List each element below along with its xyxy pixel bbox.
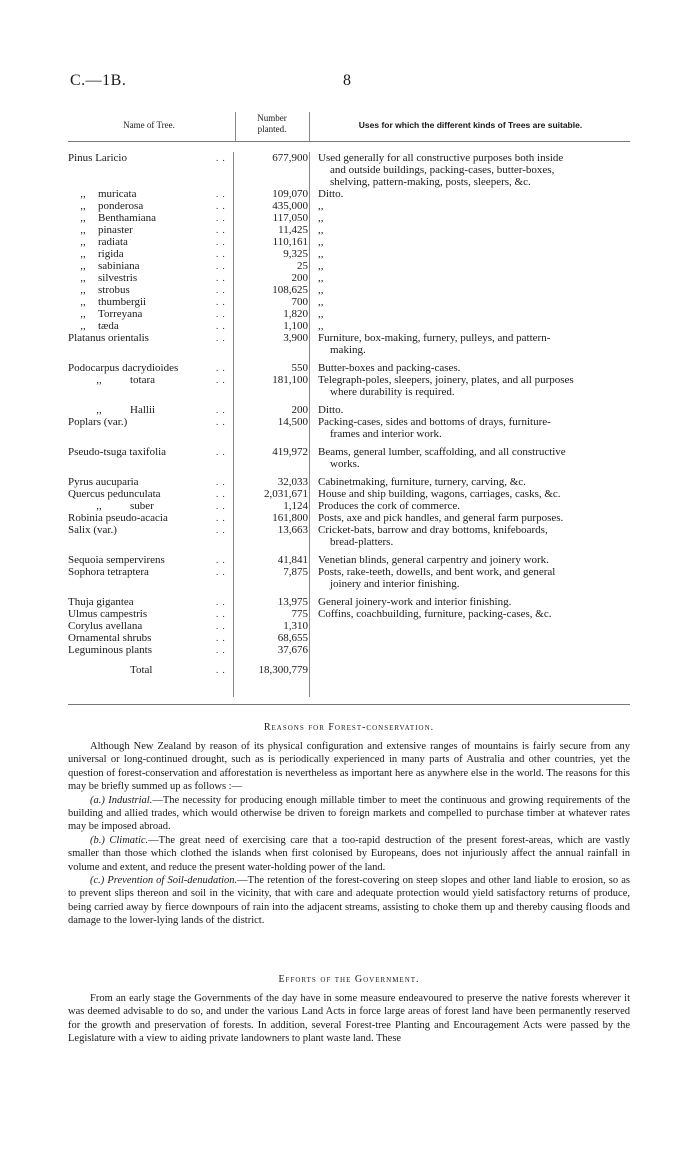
uses-line: Produces the cork of commerce. — [318, 500, 461, 512]
uses-cell — [310, 224, 630, 236]
table-row — [68, 620, 630, 632]
table-row — [68, 296, 630, 308]
table-row — [68, 446, 630, 470]
ditto-mark: ,, — [80, 212, 86, 224]
tree-name-cell — [68, 260, 230, 272]
tree-name-cell — [68, 476, 230, 488]
tree-name-cell — [68, 152, 230, 164]
soil-label: (c.) Prevention of Soil-denudation. — [90, 875, 238, 887]
uses-line: ,, — [318, 308, 324, 320]
number-planted-cell: 7,875 — [283, 566, 308, 578]
tree-name-cell — [68, 554, 230, 566]
soil-text: —The retention of the forest-covering on steep slopes and other land liable to erosion, so as to prevent slips thereon and soil in the vicinity, that with care and adequate protection would yield satisfactory returns of produce, being carried away by fierce downpours of rain into the adjacent streams, assisting to choke them up and thereby causing floods and damage to the lower-lying lands of the district. — [68, 875, 630, 927]
leader-dots: . . — [216, 597, 226, 607]
uses-cell — [310, 236, 630, 248]
tree-name: Pyrus aucuparia — [68, 476, 139, 488]
leader-dots: . . — [216, 249, 226, 259]
tree-name: Pseudo-tsuga taxifolia — [68, 446, 167, 458]
leader-dots: . . — [216, 153, 226, 163]
table-row — [68, 596, 630, 608]
tree-name: totara — [130, 374, 156, 386]
uses-line: ,, — [318, 272, 324, 284]
number-planted-cell: 775 — [291, 608, 308, 620]
number-planted-cell: 109,070 — [272, 188, 308, 200]
uses-cell — [310, 632, 630, 644]
table-row — [68, 404, 630, 416]
number-planted-cell: 13,663 — [277, 524, 308, 536]
table-row — [68, 260, 630, 272]
efforts-paragraph: From an early stage the Governments of the day have in some measure endeavoured to preserve the native forests wherever it was deemed advisable to do so, and under the various Land Acts in force large areas of forest land have been permanently reserved for the growth and preservation of forests. In addition, several Forest-tree Planting and Encouragement Acts were passed by the Legislature with a view to aiding private landowners to plant waste land. These — [68, 993, 630, 1045]
tree-name: tæda — [98, 320, 119, 332]
uses-line: Butter-boxes and packing-cases. — [318, 362, 461, 374]
leader-dots: . . — [216, 489, 226, 499]
uses-cell — [310, 284, 630, 296]
leader-dots: . . — [216, 501, 226, 511]
tree-name: ponderosa — [98, 200, 144, 212]
number-planted-cell: 200 — [291, 272, 308, 284]
tree-name: muricata — [98, 188, 137, 200]
uses-line: and outside buildings, packing-cases, butter-boxes, — [330, 164, 555, 176]
ditto-mark: ,, — [80, 272, 86, 284]
leader-dots: . . — [216, 609, 226, 619]
uses-cell — [310, 188, 630, 200]
uses-line: ,, — [318, 320, 324, 332]
number-planted-cell: 13,975 — [277, 596, 308, 608]
tree-name-cell — [68, 644, 230, 656]
tree-name: Ulmus campestris — [68, 608, 148, 620]
leader-dots: . . — [216, 621, 226, 631]
number-planted-cell: 161,800 — [272, 512, 308, 524]
uses-cell — [310, 476, 630, 488]
tree-name-cell — [68, 200, 230, 212]
table-row — [68, 512, 630, 524]
reasons-paragraph-climatic — [68, 834, 630, 874]
column-header-number-line2: planted. — [257, 124, 287, 134]
section-heading-efforts: Efforts of the Government. — [278, 974, 420, 985]
tree-name: Torreyana — [98, 308, 143, 320]
reasons-body — [68, 740, 630, 928]
uses-line: frames and interior work. — [330, 428, 442, 440]
leader-dots: . . — [216, 321, 226, 331]
number-planted-cell: 68,655 — [277, 632, 308, 644]
uses-cell — [310, 500, 630, 512]
uses-line: Beams, general lumber, scaffolding, and all constructive — [318, 446, 566, 458]
reasons-paragraph-industrial — [68, 794, 630, 834]
total-number: 18,300,779 — [258, 664, 308, 676]
ditto-mark: ,, — [80, 284, 86, 296]
uses-cell — [310, 152, 630, 188]
uses-line: ,, — [318, 248, 324, 260]
number-planted-cell: 25 — [297, 260, 308, 272]
ditto-mark: ,, — [80, 200, 86, 212]
leader-dots: . . — [216, 189, 226, 199]
document-reference: C.—1B. — [70, 72, 127, 89]
uses-line: ,, — [318, 284, 324, 296]
tree-name-cell — [68, 248, 230, 260]
uses-cell — [310, 212, 630, 224]
tree-name-cell — [68, 524, 230, 536]
leader-dots: . . — [216, 447, 226, 457]
uses-cell — [310, 308, 630, 320]
number-planted-cell: 700 — [291, 296, 308, 308]
uses-cell — [310, 248, 630, 260]
tree-name: sabiniana — [98, 260, 140, 272]
tree-name: Robinia pseudo-acacia — [68, 512, 168, 524]
tree-name: silvestris — [98, 272, 138, 284]
table-row — [68, 224, 630, 236]
tree-name-cell — [68, 362, 230, 374]
header-rule — [68, 141, 630, 142]
leader-dots: . . — [216, 225, 226, 235]
tree-name: suber — [130, 500, 154, 512]
uses-line: works. — [330, 458, 360, 470]
uses-line: Cabinetmaking, furniture, turnery, carving, &c. — [318, 476, 526, 488]
uses-line: Venetian blinds, general carpentry and joinery work. — [318, 554, 549, 566]
number-planted-cell: 117,050 — [272, 212, 308, 224]
uses-line: making. — [330, 344, 366, 356]
tree-name-cell — [68, 296, 230, 308]
tree-name-cell — [68, 596, 230, 608]
leader-dots: . . — [216, 633, 226, 643]
uses-cell — [310, 512, 630, 524]
ditto-mark: ,, — [80, 224, 86, 236]
uses-line: joinery and interior finishing. — [330, 578, 460, 590]
leader-dots: . . — [216, 333, 226, 343]
uses-line: ,, — [318, 260, 324, 272]
tree-name-cell — [68, 632, 230, 644]
table-row — [68, 362, 630, 374]
reasons-paragraph-soil — [68, 874, 630, 928]
climatic-text: —The great need of exercising care that a too-rapid destruction of the present forest-areas, which are vastly smaller than those which clothed the islands when first colonised by Europeans, does not injuriously affect the annual rainfall in volume and extent, and reduce the present water-holding power of the land. — [68, 834, 630, 873]
leader-dots: . . — [216, 201, 226, 211]
tree-name: Ornamental shrubs — [68, 632, 152, 644]
uses-cell — [310, 416, 630, 440]
table-row — [68, 476, 630, 488]
number-planted-cell: 200 — [291, 404, 308, 416]
number-planted-cell: 3,900 — [283, 332, 308, 344]
leader-dots: . . — [216, 237, 226, 247]
uses-cell — [310, 296, 630, 308]
table-row — [68, 248, 630, 260]
table-row — [68, 332, 630, 356]
tree-name: Salix (var.) — [68, 524, 117, 536]
table-row — [68, 320, 630, 332]
tree-name-cell — [68, 500, 230, 512]
number-planted-cell: 419,972 — [272, 446, 308, 458]
uses-line: Cricket-bats, barrow and dray bottoms, knifeboards, — [318, 524, 548, 536]
tree-name-cell — [68, 488, 230, 500]
uses-cell — [310, 200, 630, 212]
climatic-label: (b.) Climatic. — [90, 834, 149, 846]
ditto-mark: ,, — [80, 188, 86, 200]
industrial-label: (a.) Industrial. — [90, 794, 153, 806]
tree-name-cell — [68, 566, 230, 578]
number-planted-cell: 41,841 — [277, 554, 308, 566]
leader-dots: . . — [216, 261, 226, 271]
leader-dots: . . — [216, 417, 226, 427]
leader-dots: . . — [216, 567, 226, 577]
uses-cell — [310, 488, 630, 500]
uses-line: Packing-cases, sides and bottoms of drays, furniture- — [318, 416, 551, 428]
leader-dots: . . — [216, 477, 226, 487]
tree-name: Pinus Laricio — [68, 152, 127, 164]
number-planted-cell: 9,325 — [283, 248, 308, 260]
total-row — [68, 664, 630, 676]
leader-dots: . . — [216, 297, 226, 307]
column-header-number — [236, 113, 308, 135]
tree-name-cell — [68, 236, 230, 248]
table-row — [68, 500, 630, 512]
tree-name-cell — [68, 416, 230, 428]
table-row — [68, 152, 630, 188]
tree-name-cell — [68, 320, 230, 332]
uses-cell — [310, 374, 630, 398]
uses-line: ,, — [318, 224, 324, 236]
number-planted-cell: 1,820 — [283, 308, 308, 320]
number-planted-cell: 677,900 — [272, 152, 308, 164]
header-divider-1 — [235, 112, 236, 142]
page-number: 8 — [343, 72, 351, 89]
number-planted-cell: 14,500 — [277, 416, 308, 428]
leader-dots: . . — [216, 363, 226, 373]
tree-name-cell — [68, 272, 230, 284]
tree-name: radiata — [98, 236, 128, 248]
tree-table-body — [68, 152, 630, 676]
uses-line: Ditto. — [318, 404, 344, 416]
number-planted-cell: 32,033 — [277, 476, 308, 488]
uses-cell — [310, 644, 630, 656]
tree-name: Quercus pedunculata — [68, 488, 161, 500]
tree-name-cell — [68, 308, 230, 320]
number-planted-cell: 2,031,671 — [264, 488, 308, 500]
total-label: Total — [130, 664, 153, 676]
table-row — [68, 284, 630, 296]
tree-name: Sophora tetraptera — [68, 566, 149, 578]
uses-line: ,, — [318, 200, 324, 212]
tree-name-cell — [68, 512, 230, 524]
uses-cell — [310, 620, 630, 632]
ditto-mark: ,, — [80, 296, 86, 308]
leader-dots: . . — [216, 309, 226, 319]
number-planted-cell: 110,161 — [272, 236, 308, 248]
table-header — [68, 112, 630, 142]
leader-dots: . . — [216, 375, 226, 385]
number-planted-cell: 1,124 — [283, 500, 308, 512]
uses-line: Ditto. — [318, 188, 344, 200]
leader-dots: . . — [216, 513, 226, 523]
efforts-body — [68, 992, 630, 1046]
tree-name: Benthamiana — [98, 212, 157, 224]
uses-cell — [310, 272, 630, 284]
tree-name-cell — [68, 404, 230, 416]
table-row — [68, 200, 630, 212]
ditto-mark: ,, — [96, 404, 102, 416]
tree-name-cell — [68, 374, 230, 386]
number-planted-cell: 181,100 — [272, 374, 308, 386]
uses-cell — [310, 446, 630, 470]
number-planted-cell: 11,425 — [278, 224, 308, 236]
uses-line — [318, 644, 630, 656]
table-row — [68, 566, 630, 590]
table-row — [68, 488, 630, 500]
uses-cell — [310, 332, 630, 356]
uses-line: Telegraph-poles, sleepers, joinery, plates, and all purposes — [318, 374, 574, 386]
number-planted-cell: 1,100 — [283, 320, 308, 332]
tree-name-cell — [68, 620, 230, 632]
table-bottom-rule — [68, 704, 630, 705]
ditto-mark: ,, — [80, 308, 86, 320]
uses-line: ,, — [318, 236, 324, 248]
column-header-number-line1: Number — [257, 113, 287, 123]
reasons-intro-paragraph: Although New Zealand by reason of its physical configuration and extensive ranges of mountains is fairly secure from any universal or long-continued drought, such as is periodically experienced in many parts of Australia and other countries, yet the question of forest-conservation and afforestation is nevertheless as important here as anywhere else in the world. The reasons for this may be briefly summed up as follows :— — [68, 741, 630, 793]
tree-name: Thuja gigantea — [68, 596, 134, 608]
leader-dots: . . — [216, 665, 226, 675]
tree-name-cell — [68, 332, 230, 344]
uses-cell — [310, 320, 630, 332]
leader-dots: . . — [216, 273, 226, 283]
industrial-text: —The necessity for producing enough millable timber to meet the continuous and growing requirements of the building and allied trades, which would otherwise be driven to foreign markets and compelled to purchase timber at whatever rates may be imposed abroad. — [68, 794, 630, 833]
leader-dots: . . — [216, 555, 226, 565]
tree-name: Podocarpus dacrydioides — [68, 362, 179, 374]
uses-line: House and ship building, wagons, carriages, casks, &c. — [318, 488, 561, 500]
number-planted-cell: 550 — [291, 362, 308, 374]
table-row — [68, 554, 630, 566]
leader-dots: . . — [216, 285, 226, 295]
table-row — [68, 416, 630, 440]
uses-line: ,, — [318, 296, 324, 308]
uses-cell — [310, 596, 630, 608]
table-row — [68, 374, 630, 398]
total-label-cell — [68, 664, 230, 676]
ditto-mark: ,, — [80, 248, 86, 260]
uses-line: Used generally for all constructive purposes both inside — [318, 152, 564, 164]
header-divider-2 — [309, 112, 310, 142]
table-row — [68, 608, 630, 620]
ditto-mark: ,, — [96, 500, 102, 512]
ditto-mark: ,, — [80, 260, 86, 272]
uses-line: bread-platters. — [330, 536, 394, 548]
uses-line: General joinery-work and interior finishing. — [318, 596, 512, 608]
uses-cell — [310, 362, 630, 374]
uses-line: Posts, axe and pick handles, and general farm purposes. — [318, 512, 564, 524]
tree-name: thumbergii — [98, 296, 147, 308]
uses-cell — [310, 260, 630, 272]
leader-dots: . . — [216, 525, 226, 535]
uses-cell — [310, 524, 630, 548]
ditto-mark: ,, — [96, 374, 102, 386]
column-header-uses: Uses for which the different kinds of Trees are suitable. — [358, 120, 583, 130]
ditto-mark: ,, — [80, 236, 86, 248]
number-planted-cell: 435,000 — [272, 200, 308, 212]
leader-dots: . . — [216, 213, 226, 223]
tree-name: Poplars (var.) — [68, 416, 128, 428]
table-row — [68, 644, 630, 656]
table-row — [68, 188, 630, 200]
tree-name-cell — [68, 188, 230, 200]
table-row — [68, 632, 630, 644]
uses-line: where durability is required. — [330, 386, 455, 398]
uses-line: shelving, pattern-making, posts, sleepers, &c. — [330, 176, 531, 188]
section-heading-reasons: Reasons for Forest-conservation. — [263, 722, 435, 733]
tree-name-cell — [68, 284, 230, 296]
uses-line: Furniture, box-making, furnery, pulleys, and pattern- — [318, 332, 551, 344]
leader-dots: . . — [216, 645, 226, 655]
table-row — [68, 272, 630, 284]
table-row — [68, 524, 630, 548]
uses-line — [318, 632, 630, 644]
table-row — [68, 236, 630, 248]
number-planted-cell: 108,625 — [272, 284, 308, 296]
tree-name: Platanus orientalis — [68, 332, 149, 344]
leader-dots: . . — [216, 405, 226, 415]
tree-name: strobus — [98, 284, 130, 296]
tree-name: Corylus avellana — [68, 620, 143, 632]
uses-line — [318, 620, 630, 632]
tree-name: Hallii — [130, 404, 156, 416]
tree-name: rigida — [98, 248, 124, 260]
uses-line: Coffins, coachbuilding, furniture, packing-cases, &c. — [318, 608, 552, 620]
column-header-name: Name of Tree. — [123, 120, 175, 130]
number-planted-cell: 37,676 — [277, 644, 308, 656]
uses-cell — [310, 608, 630, 620]
uses-cell — [310, 404, 630, 416]
uses-cell — [310, 566, 630, 590]
uses-line: Posts, rake-teeth, dowells, and bent work, and general — [318, 566, 556, 578]
table-row — [68, 308, 630, 320]
uses-cell — [310, 554, 630, 566]
number-planted-cell: 1,310 — [283, 620, 308, 632]
tree-name: Sequoia sempervirens — [68, 554, 165, 566]
tree-name: pinaster — [98, 224, 133, 236]
tree-name-cell — [68, 212, 230, 224]
ditto-mark: ,, — [80, 320, 86, 332]
tree-name-cell — [68, 446, 230, 458]
tree-name: Leguminous plants — [68, 644, 153, 656]
table-row — [68, 212, 630, 224]
uses-line: ,, — [318, 212, 324, 224]
tree-name-cell — [68, 224, 230, 236]
tree-name-cell — [68, 608, 230, 620]
